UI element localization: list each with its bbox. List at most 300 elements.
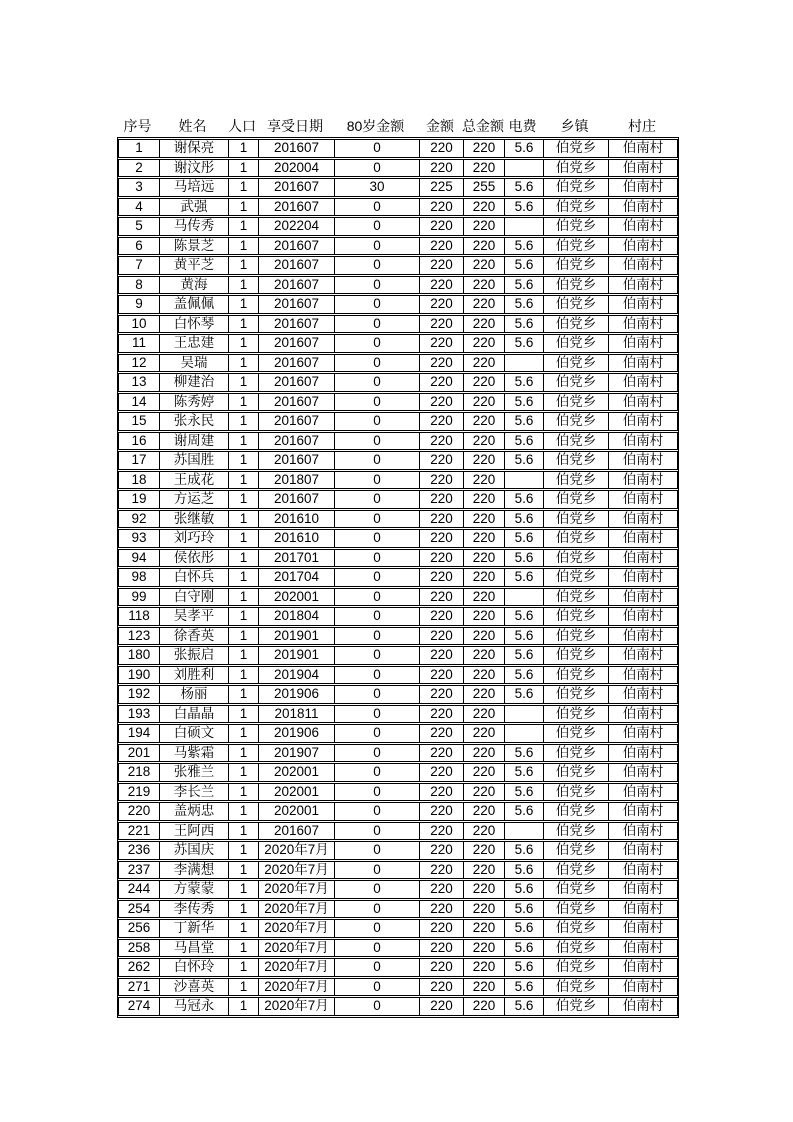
- cell-index: 274: [118, 997, 159, 1016]
- cell-age80_amount: 0: [334, 939, 419, 958]
- cell-total_amount: 220: [463, 588, 504, 607]
- cell-index: 2: [118, 159, 159, 178]
- cell-enjoy_date: 2020年7月: [258, 919, 334, 938]
- cell-population: 1: [228, 958, 258, 977]
- cell-electricity_fee: 5.6: [504, 939, 543, 958]
- cell-index: 14: [118, 393, 159, 412]
- cell-index: 15: [118, 412, 159, 431]
- cell-name: 沙喜英: [159, 978, 228, 997]
- cell-age80_amount: 0: [334, 490, 419, 509]
- cell-name: 谢周建: [159, 432, 228, 451]
- cell-electricity_fee: [504, 471, 543, 490]
- cell-village: 伯南村: [608, 432, 678, 451]
- cell-age80_amount: 0: [334, 958, 419, 977]
- cell-enjoy_date: 201607: [258, 432, 334, 451]
- cell-enjoy_date: 202204: [258, 217, 334, 236]
- cell-population: 1: [228, 373, 258, 392]
- cell-amount: 220: [419, 685, 463, 704]
- cell-enjoy_date: 2020年7月: [258, 978, 334, 997]
- column-header-index: 序号: [123, 118, 152, 134]
- table-row: [118, 978, 678, 997]
- cell-total_amount: 220: [463, 471, 504, 490]
- cell-population: 1: [228, 861, 258, 880]
- cell-name: 马传秀: [159, 217, 228, 236]
- cell-name: 方运芝: [159, 490, 228, 509]
- table-header-row: [117, 116, 679, 136]
- cell-index: 236: [118, 841, 159, 860]
- cell-enjoy_date: 201607: [258, 393, 334, 412]
- cell-enjoy_date: 201607: [258, 295, 334, 314]
- cell-electricity_fee: [504, 822, 543, 841]
- table-row: [118, 880, 678, 899]
- cell-township: 伯党乡: [543, 958, 608, 977]
- cell-amount: 220: [419, 373, 463, 392]
- cell-population: 1: [228, 549, 258, 568]
- table-row: [118, 549, 678, 568]
- cell-enjoy_date: 201607: [258, 315, 334, 334]
- table-row: [118, 627, 678, 646]
- cell-amount: 220: [419, 393, 463, 412]
- cell-age80_amount: 0: [334, 861, 419, 880]
- cell-electricity_fee: 5.6: [504, 744, 543, 763]
- cell-population: 1: [228, 744, 258, 763]
- cell-township: 伯党乡: [543, 217, 608, 236]
- cell-total_amount: 220: [463, 510, 504, 529]
- cell-village: 伯南村: [608, 783, 678, 802]
- cell-village: 伯南村: [608, 978, 678, 997]
- cell-age80_amount: 0: [334, 978, 419, 997]
- cell-village: 伯南村: [608, 568, 678, 587]
- column-header-name: 姓名: [178, 118, 207, 134]
- cell-amount: 220: [419, 139, 463, 158]
- cell-total_amount: 220: [463, 802, 504, 821]
- cell-village: 伯南村: [608, 334, 678, 353]
- cell-amount: 220: [419, 412, 463, 431]
- cell-village: 伯南村: [608, 997, 678, 1016]
- cell-name: 武强: [159, 198, 228, 217]
- cell-population: 1: [228, 841, 258, 860]
- cell-age80_amount: 0: [334, 802, 419, 821]
- cell-population: 1: [228, 276, 258, 295]
- cell-population: 1: [228, 802, 258, 821]
- cell-name: 陈秀婷: [159, 393, 228, 412]
- cell-population: 1: [228, 646, 258, 665]
- table-row: [118, 607, 678, 626]
- cell-total_amount: 220: [463, 958, 504, 977]
- cell-total_amount: 220: [463, 315, 504, 334]
- cell-age80_amount: 0: [334, 549, 419, 568]
- cell-enjoy_date: 202001: [258, 588, 334, 607]
- table-row: [118, 763, 678, 782]
- cell-electricity_fee: 5.6: [504, 763, 543, 782]
- cell-name: 王成花: [159, 471, 228, 490]
- cell-electricity_fee: [504, 705, 543, 724]
- table-row: [118, 705, 678, 724]
- cell-age80_amount: 0: [334, 276, 419, 295]
- cell-total_amount: 220: [463, 393, 504, 412]
- cell-electricity_fee: 5.6: [504, 900, 543, 919]
- cell-electricity_fee: 5.6: [504, 549, 543, 568]
- cell-amount: 220: [419, 627, 463, 646]
- cell-enjoy_date: 201607: [258, 198, 334, 217]
- cell-electricity_fee: 5.6: [504, 997, 543, 1016]
- cell-population: 1: [228, 529, 258, 548]
- cell-amount: 220: [419, 978, 463, 997]
- cell-name: 马冠永: [159, 997, 228, 1016]
- cell-total_amount: 220: [463, 159, 504, 178]
- cell-total_amount: 220: [463, 666, 504, 685]
- cell-township: 伯党乡: [543, 393, 608, 412]
- cell-population: 1: [228, 432, 258, 451]
- table-row: [118, 373, 678, 392]
- cell-township: 伯党乡: [543, 315, 608, 334]
- cell-total_amount: 220: [463, 198, 504, 217]
- cell-electricity_fee: [504, 588, 543, 607]
- cell-name: 王忠建: [159, 334, 228, 353]
- cell-age80_amount: 0: [334, 607, 419, 626]
- cell-village: 伯南村: [608, 685, 678, 704]
- cell-age80_amount: 0: [334, 568, 419, 587]
- cell-index: 4: [118, 198, 159, 217]
- cell-name: 黄海: [159, 276, 228, 295]
- cell-electricity_fee: 5.6: [504, 276, 543, 295]
- cell-village: 伯南村: [608, 178, 678, 197]
- cell-enjoy_date: 201607: [258, 822, 334, 841]
- cell-population: 1: [228, 490, 258, 509]
- cell-name: 刘胜利: [159, 666, 228, 685]
- cell-population: 1: [228, 568, 258, 587]
- cell-township: 伯党乡: [543, 822, 608, 841]
- cell-age80_amount: 0: [334, 705, 419, 724]
- cell-population: 1: [228, 822, 258, 841]
- table-row: [118, 997, 678, 1016]
- cell-village: 伯南村: [608, 373, 678, 392]
- cell-name: 马昌堂: [159, 939, 228, 958]
- cell-age80_amount: 0: [334, 997, 419, 1016]
- cell-township: 伯党乡: [543, 705, 608, 724]
- cell-age80_amount: 0: [334, 783, 419, 802]
- cell-amount: 220: [419, 451, 463, 470]
- cell-electricity_fee: 5.6: [504, 919, 543, 938]
- cell-age80_amount: 0: [334, 627, 419, 646]
- cell-population: 1: [228, 724, 258, 743]
- cell-index: 180: [118, 646, 159, 665]
- cell-population: 1: [228, 295, 258, 314]
- cell-electricity_fee: 5.6: [504, 646, 543, 665]
- cell-township: 伯党乡: [543, 763, 608, 782]
- cell-population: 1: [228, 178, 258, 197]
- cell-name: 白怀玲: [159, 958, 228, 977]
- cell-village: 伯南村: [608, 646, 678, 665]
- cell-population: 1: [228, 471, 258, 490]
- cell-village: 伯南村: [608, 354, 678, 373]
- cell-index: 7: [118, 256, 159, 275]
- cell-township: 伯党乡: [543, 685, 608, 704]
- cell-amount: 220: [419, 958, 463, 977]
- cell-population: 1: [228, 783, 258, 802]
- table-row: [118, 295, 678, 314]
- cell-enjoy_date: 201804: [258, 607, 334, 626]
- table-row: [118, 822, 678, 841]
- table-row: [118, 958, 678, 977]
- cell-name: 丁新华: [159, 919, 228, 938]
- cell-population: 1: [228, 237, 258, 256]
- cell-name: 白怀兵: [159, 568, 228, 587]
- cell-total_amount: 220: [463, 607, 504, 626]
- cell-enjoy_date: 201704: [258, 568, 334, 587]
- cell-township: 伯党乡: [543, 490, 608, 509]
- cell-total_amount: 220: [463, 763, 504, 782]
- cell-township: 伯党乡: [543, 549, 608, 568]
- cell-population: 1: [228, 510, 258, 529]
- cell-age80_amount: 0: [334, 159, 419, 178]
- cell-index: 94: [118, 549, 159, 568]
- cell-village: 伯南村: [608, 217, 678, 236]
- cell-amount: 220: [419, 256, 463, 275]
- cell-electricity_fee: 5.6: [504, 783, 543, 802]
- cell-village: 伯南村: [608, 471, 678, 490]
- cell-name: 苏国胜: [159, 451, 228, 470]
- table-row: [118, 939, 678, 958]
- cell-township: 伯党乡: [543, 997, 608, 1016]
- table-row: [118, 139, 678, 158]
- cell-age80_amount: 0: [334, 666, 419, 685]
- table-row: [118, 900, 678, 919]
- table-row: [118, 354, 678, 373]
- cell-population: 1: [228, 412, 258, 431]
- table-row: [118, 510, 678, 529]
- cell-name: 侯依彤: [159, 549, 228, 568]
- cell-enjoy_date: 201607: [258, 354, 334, 373]
- cell-index: 13: [118, 373, 159, 392]
- cell-population: 1: [228, 705, 258, 724]
- cell-population: 1: [228, 315, 258, 334]
- cell-village: 伯南村: [608, 724, 678, 743]
- cell-village: 伯南村: [608, 588, 678, 607]
- cell-name: 白守刚: [159, 588, 228, 607]
- cell-enjoy_date: 2020年7月: [258, 939, 334, 958]
- table-row: [118, 451, 678, 470]
- cell-amount: 220: [419, 295, 463, 314]
- cell-age80_amount: 0: [334, 237, 419, 256]
- cell-age80_amount: 0: [334, 900, 419, 919]
- cell-total_amount: 220: [463, 490, 504, 509]
- cell-township: 伯党乡: [543, 666, 608, 685]
- cell-amount: 220: [419, 861, 463, 880]
- cell-township: 伯党乡: [543, 724, 608, 743]
- cell-total_amount: 220: [463, 646, 504, 665]
- cell-name: 徐香英: [159, 627, 228, 646]
- cell-enjoy_date: 2020年7月: [258, 958, 334, 977]
- column-header-total_amount: 总金额: [462, 118, 504, 134]
- cell-township: 伯党乡: [543, 802, 608, 821]
- cell-enjoy_date: 201607: [258, 490, 334, 509]
- cell-village: 伯南村: [608, 451, 678, 470]
- cell-name: 白硕文: [159, 724, 228, 743]
- cell-township: 伯党乡: [543, 159, 608, 178]
- cell-electricity_fee: 5.6: [504, 802, 543, 821]
- cell-township: 伯党乡: [543, 744, 608, 763]
- cell-electricity_fee: 5.6: [504, 627, 543, 646]
- cell-township: 伯党乡: [543, 412, 608, 431]
- cell-name: 吴孝平: [159, 607, 228, 626]
- cell-enjoy_date: 2020年7月: [258, 861, 334, 880]
- cell-index: 218: [118, 763, 159, 782]
- cell-electricity_fee: [504, 159, 543, 178]
- cell-enjoy_date: 201907: [258, 744, 334, 763]
- cell-name: 吴瑞: [159, 354, 228, 373]
- cell-enjoy_date: 2020年7月: [258, 880, 334, 899]
- cell-enjoy_date: 201607: [258, 256, 334, 275]
- cell-electricity_fee: 5.6: [504, 178, 543, 197]
- cell-township: 伯党乡: [543, 568, 608, 587]
- cell-village: 伯南村: [608, 607, 678, 626]
- cell-enjoy_date: 201807: [258, 471, 334, 490]
- cell-name: 王阿西: [159, 822, 228, 841]
- cell-enjoy_date: 202004: [258, 159, 334, 178]
- cell-electricity_fee: 5.6: [504, 685, 543, 704]
- cell-township: 伯党乡: [543, 451, 608, 470]
- cell-township: 伯党乡: [543, 256, 608, 275]
- cell-name: 张雅兰: [159, 763, 228, 782]
- cell-township: 伯党乡: [543, 939, 608, 958]
- cell-total_amount: 220: [463, 295, 504, 314]
- cell-amount: 220: [419, 315, 463, 334]
- cell-index: 98: [118, 568, 159, 587]
- cell-population: 1: [228, 334, 258, 353]
- cell-total_amount: 220: [463, 861, 504, 880]
- table-row: [118, 802, 678, 821]
- cell-township: 伯党乡: [543, 880, 608, 899]
- cell-total_amount: 220: [463, 217, 504, 236]
- cell-age80_amount: 0: [334, 432, 419, 451]
- cell-population: 1: [228, 198, 258, 217]
- cell-name: 盖佩佩: [159, 295, 228, 314]
- cell-electricity_fee: 5.6: [504, 568, 543, 587]
- cell-electricity_fee: 5.6: [504, 198, 543, 217]
- table-body: [118, 139, 678, 1016]
- cell-name: 苏国庆: [159, 841, 228, 860]
- cell-amount: 220: [419, 529, 463, 548]
- cell-township: 伯党乡: [543, 276, 608, 295]
- cell-index: 19: [118, 490, 159, 509]
- table-row: [118, 490, 678, 509]
- cell-village: 伯南村: [608, 139, 678, 158]
- cell-amount: 220: [419, 763, 463, 782]
- cell-village: 伯南村: [608, 393, 678, 412]
- cell-age80_amount: 0: [334, 451, 419, 470]
- cell-total_amount: 220: [463, 549, 504, 568]
- cell-population: 1: [228, 393, 258, 412]
- cell-electricity_fee: 5.6: [504, 256, 543, 275]
- cell-age80_amount: 0: [334, 529, 419, 548]
- cell-age80_amount: 0: [334, 744, 419, 763]
- table-row: [118, 412, 678, 431]
- table-row: [118, 198, 678, 217]
- cell-age80_amount: 0: [334, 295, 419, 314]
- cell-enjoy_date: 201607: [258, 178, 334, 197]
- cell-enjoy_date: 201607: [258, 276, 334, 295]
- cell-township: 伯党乡: [543, 354, 608, 373]
- cell-electricity_fee: 5.6: [504, 412, 543, 431]
- cell-village: 伯南村: [608, 295, 678, 314]
- cell-total_amount: 220: [463, 939, 504, 958]
- cell-village: 伯南村: [608, 315, 678, 334]
- cell-name: 张继敏: [159, 510, 228, 529]
- cell-age80_amount: 0: [334, 471, 419, 490]
- cell-enjoy_date: 201610: [258, 529, 334, 548]
- cell-total_amount: 220: [463, 978, 504, 997]
- cell-age80_amount: 0: [334, 373, 419, 392]
- cell-electricity_fee: 5.6: [504, 607, 543, 626]
- cell-enjoy_date: 201904: [258, 666, 334, 685]
- cell-name: 李传秀: [159, 900, 228, 919]
- cell-population: 1: [228, 978, 258, 997]
- cell-amount: 220: [419, 724, 463, 743]
- cell-village: 伯南村: [608, 510, 678, 529]
- cell-township: 伯党乡: [543, 178, 608, 197]
- cell-name: 李满想: [159, 861, 228, 880]
- cell-index: 244: [118, 880, 159, 899]
- cell-village: 伯南村: [608, 490, 678, 509]
- cell-index: 221: [118, 822, 159, 841]
- cell-amount: 220: [419, 607, 463, 626]
- cell-township: 伯党乡: [543, 607, 608, 626]
- table-row: [118, 529, 678, 548]
- cell-index: 190: [118, 666, 159, 685]
- cell-name: 白晶晶: [159, 705, 228, 724]
- cell-amount: 220: [419, 705, 463, 724]
- cell-population: 1: [228, 451, 258, 470]
- cell-electricity_fee: 5.6: [504, 861, 543, 880]
- cell-township: 伯党乡: [543, 295, 608, 314]
- cell-population: 1: [228, 919, 258, 938]
- cell-village: 伯南村: [608, 276, 678, 295]
- cell-index: 99: [118, 588, 159, 607]
- table-row: [118, 861, 678, 880]
- cell-village: 伯南村: [608, 529, 678, 548]
- cell-village: 伯南村: [608, 841, 678, 860]
- cell-amount: 220: [419, 744, 463, 763]
- cell-population: 1: [228, 159, 258, 178]
- cell-index: 256: [118, 919, 159, 938]
- cell-index: 16: [118, 432, 159, 451]
- cell-index: 92: [118, 510, 159, 529]
- cell-age80_amount: 0: [334, 510, 419, 529]
- cell-village: 伯南村: [608, 627, 678, 646]
- table-row: [118, 159, 678, 178]
- cell-total_amount: 220: [463, 997, 504, 1016]
- cell-total_amount: 220: [463, 276, 504, 295]
- cell-population: 1: [228, 666, 258, 685]
- cell-township: 伯党乡: [543, 841, 608, 860]
- cell-total_amount: 220: [463, 529, 504, 548]
- cell-total_amount: 220: [463, 627, 504, 646]
- cell-index: 123: [118, 627, 159, 646]
- cell-age80_amount: 0: [334, 646, 419, 665]
- table-row: [118, 568, 678, 587]
- cell-electricity_fee: 5.6: [504, 315, 543, 334]
- cell-population: 1: [228, 685, 258, 704]
- column-header-population: 人口: [228, 118, 256, 134]
- cell-enjoy_date: 2020年7月: [258, 997, 334, 1016]
- cell-village: 伯南村: [608, 256, 678, 275]
- cell-index: 93: [118, 529, 159, 548]
- cell-enjoy_date: 202001: [258, 783, 334, 802]
- cell-amount: 220: [419, 198, 463, 217]
- cell-index: 193: [118, 705, 159, 724]
- cell-village: 伯南村: [608, 666, 678, 685]
